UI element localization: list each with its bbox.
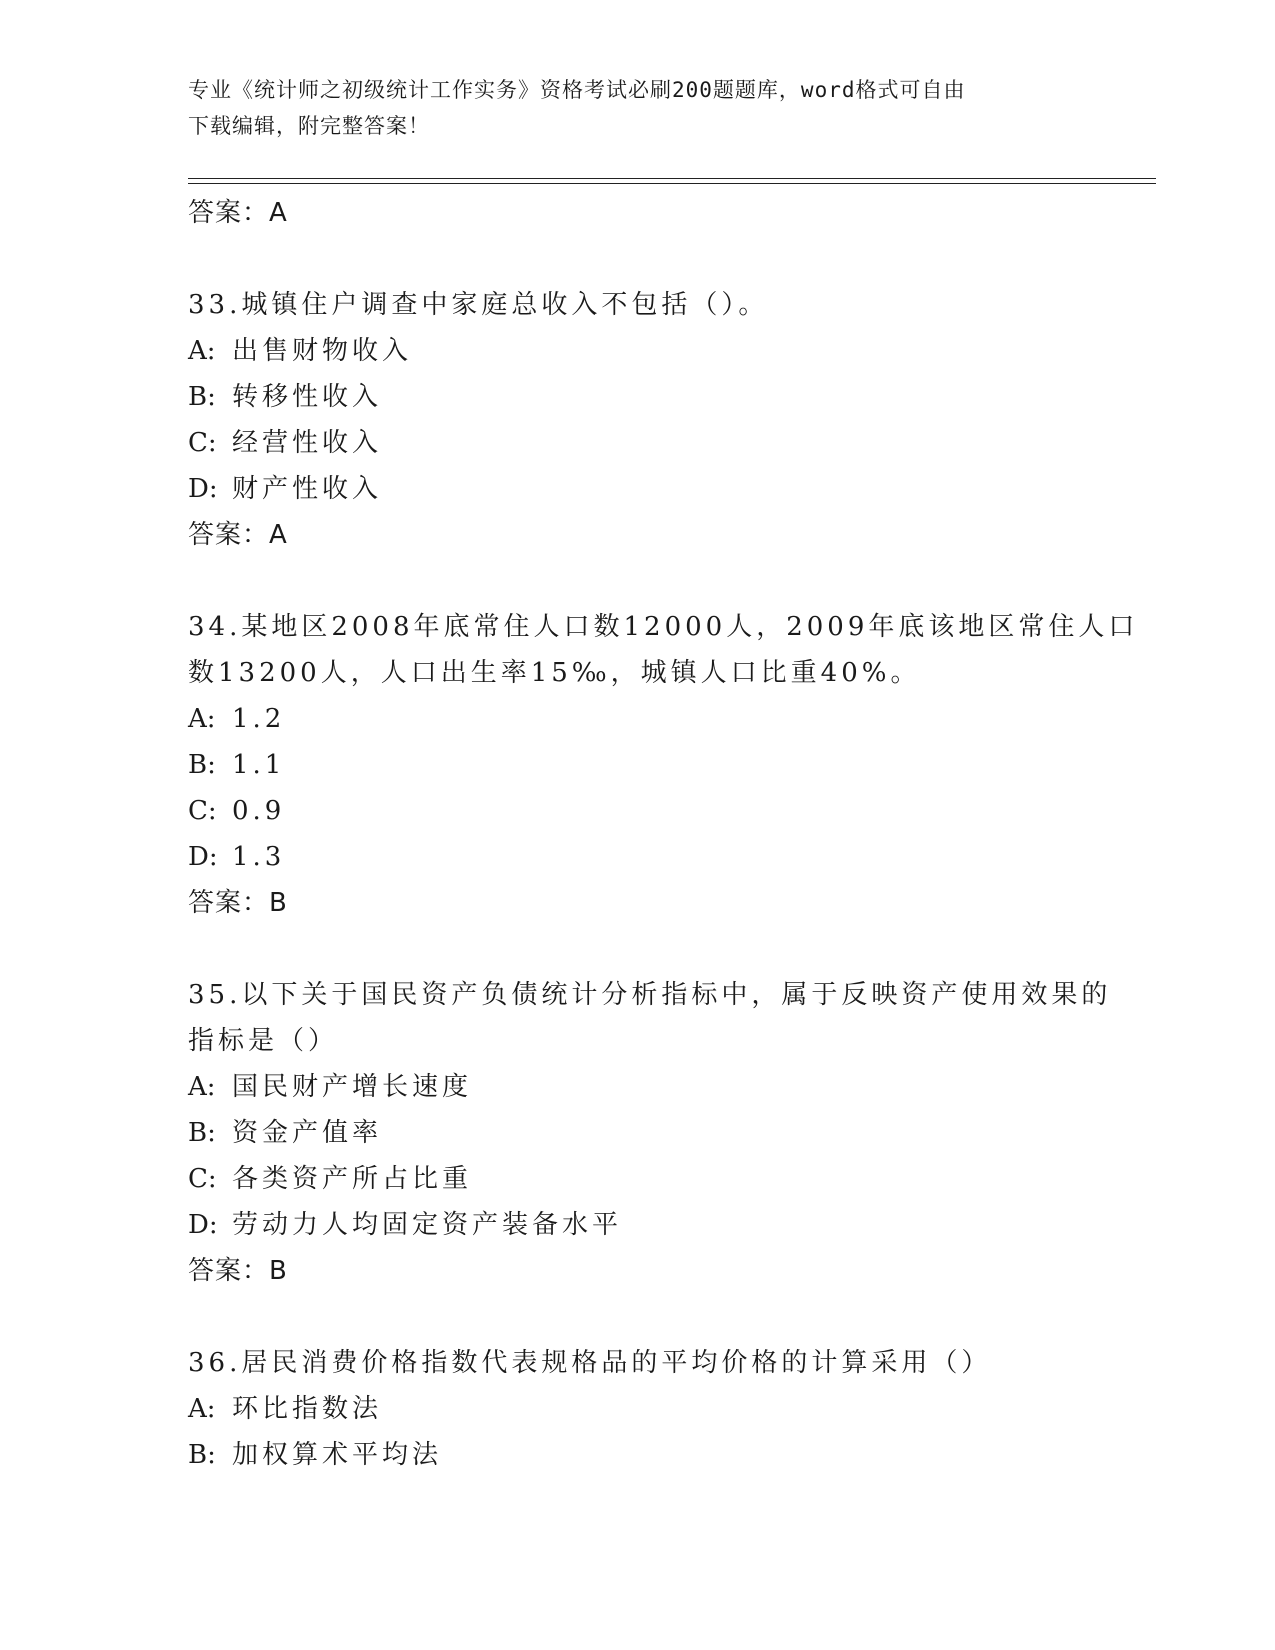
- option-key: B:: [188, 1118, 216, 1148]
- option-d: [188, 834, 1088, 880]
- option-text: 加权算术平均法: [232, 1440, 443, 1470]
- answer-line: 答案：A: [188, 520, 288, 550]
- option-text: 1.2: [232, 704, 286, 734]
- spacer: [188, 926, 1088, 972]
- option-key: A:: [188, 336, 216, 366]
- option-text: 各类资产所占比重: [232, 1164, 473, 1194]
- option-c: [188, 1156, 1088, 1202]
- option-b: [188, 742, 1088, 788]
- option-text: 环比指数法: [232, 1394, 383, 1424]
- option-a: [188, 696, 1088, 742]
- option-key: B:: [188, 382, 216, 412]
- option-key: D:: [188, 1210, 218, 1240]
- option-key: A:: [188, 1072, 216, 1102]
- option-text: 转移性收入: [232, 382, 383, 412]
- option-text: 国民财产增长速度: [232, 1072, 473, 1102]
- option-a: [188, 1386, 1088, 1432]
- answer-line: 答案：A: [188, 198, 288, 228]
- option-d: [188, 466, 1088, 512]
- header-divider-top: [188, 178, 1156, 179]
- option-a: [188, 1064, 1088, 1110]
- option-key: C:: [188, 1164, 217, 1194]
- document-header: [188, 72, 1088, 144]
- answer-line: 答案：B: [188, 1256, 288, 1286]
- question-text-cont: 数13200人，人口出生率15‰，城镇人口比重40%。: [188, 658, 921, 688]
- option-text: 1.3: [232, 842, 286, 872]
- option-key: C:: [188, 428, 217, 458]
- option-key: A:: [188, 704, 216, 734]
- option-key: D:: [188, 474, 218, 504]
- option-text: 出售财物收入: [232, 336, 413, 366]
- option-b: [188, 374, 1088, 420]
- option-key: B:: [188, 750, 216, 780]
- option-key: C:: [188, 796, 217, 826]
- option-text: 0.9: [232, 796, 286, 826]
- header-line-2: 下载编辑，附完整答案！: [188, 114, 430, 138]
- option-text: 经营性收入: [232, 428, 383, 458]
- question-text: 33.城镇住户调查中家庭总收入不包括（）。: [188, 290, 769, 320]
- question-text: 35.以下关于国民资产负债统计分析指标中，属于反映资产使用效果的: [188, 980, 1112, 1010]
- option-key: B:: [188, 1440, 216, 1470]
- spacer: [188, 558, 1088, 604]
- option-text: 1.1: [232, 750, 286, 780]
- option-c: [188, 420, 1088, 466]
- option-key: D:: [188, 842, 218, 872]
- question-33: [188, 282, 1088, 558]
- option-text: 财产性收入: [232, 474, 383, 504]
- question-35: [188, 972, 1112, 1294]
- question-34: [188, 604, 1139, 926]
- option-key: A:: [188, 1394, 216, 1424]
- question-list: [188, 190, 1139, 1478]
- header-line-1: 专业《统计师之初级统计工作实务》资格考试必刷200题题库，word格式可自由: [188, 78, 966, 102]
- spacer: [188, 1294, 1088, 1340]
- option-b: [188, 1110, 1088, 1156]
- answer-line: 答案：B: [188, 888, 288, 918]
- option-text: 劳动力人均固定资产装备水平: [232, 1210, 623, 1240]
- header-divider-bottom: [188, 183, 1156, 184]
- question-text-cont: 指标是（）: [188, 1026, 339, 1056]
- question-36: [188, 1340, 1088, 1478]
- option-a: [188, 328, 1088, 374]
- option-b: [188, 1432, 1088, 1478]
- option-text: 资金产值率: [232, 1118, 383, 1148]
- question-text: 34.某地区2008年底常住人口数12000人，2009年底该地区常住人口: [188, 612, 1139, 642]
- option-d: [188, 1202, 1088, 1248]
- spacer: [188, 236, 1088, 282]
- question-text: 36.居民消费价格指数代表规格品的平均价格的计算采用（）: [188, 1348, 992, 1378]
- option-c: [188, 788, 1088, 834]
